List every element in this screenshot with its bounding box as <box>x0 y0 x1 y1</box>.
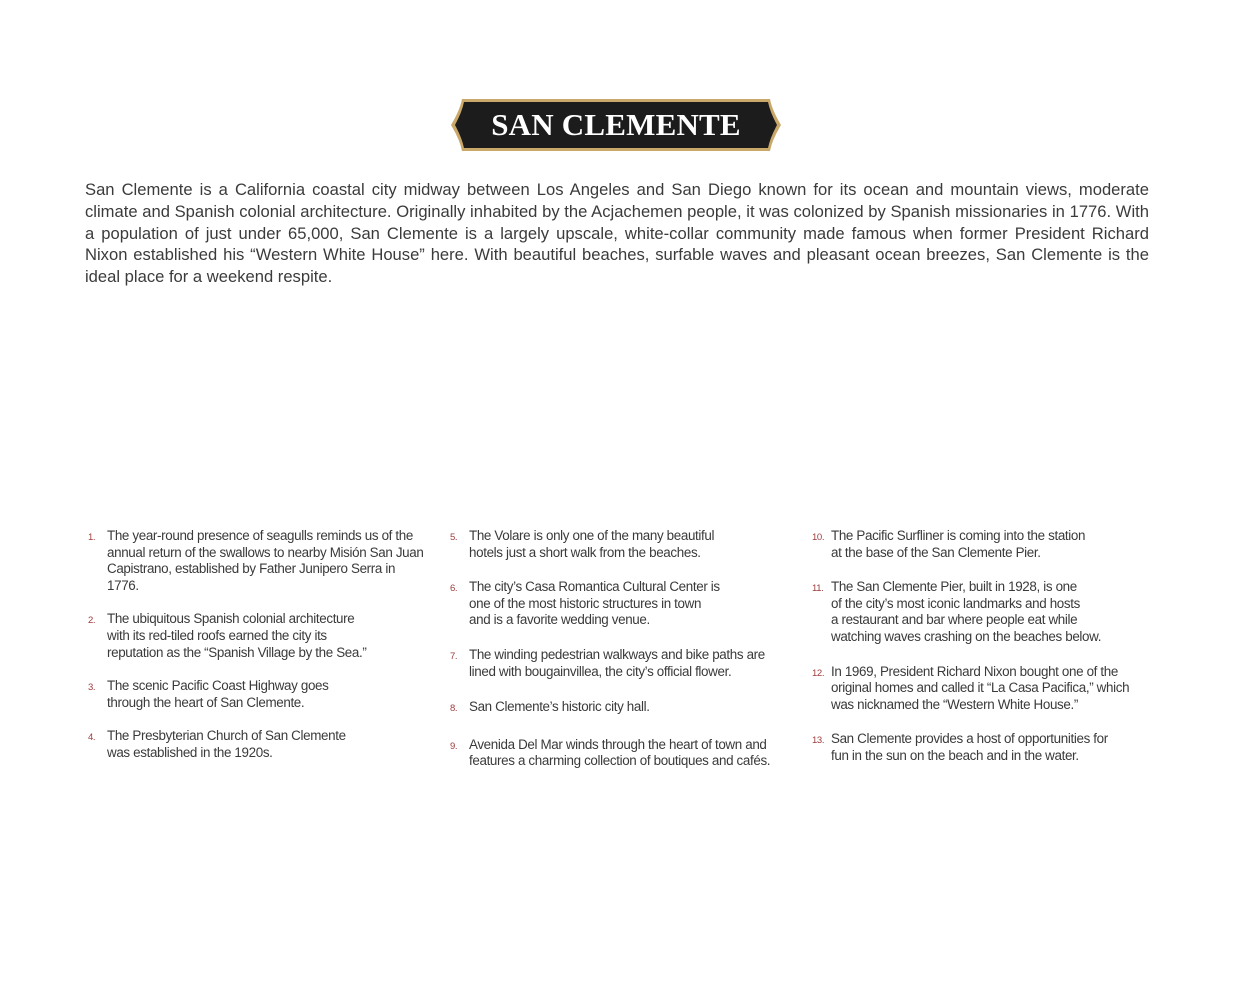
fact-text: The year-round presence of seagulls reminds us of the annual return of the swallows to nearby Misión San Juan Capistrano, established by Father Junipero Serra in 1776. <box>107 528 424 593</box>
intro-paragraph: San Clemente is a California coastal city midway between Los Angeles and San Diego known for its ocean and mountain views, moderate climate and Spanish colonial architecture. Originally inhabited by the Acjachemen people, it was colonized by Spanish missionaries in 1776. With a population of just under 65,000, San Clemente is a largely upscale, white-collar community made famous when former President Richard Nixon established his “Western White House” here. With beautiful beaches, surfable waves and pleasant ocean breezes, San Clemente is the ideal place for a weekend respite. <box>85 180 1149 287</box>
fact-text: The winding pedestrian walkways and bike paths are lined with bougainvillea, the city’s official flower. <box>469 646 765 679</box>
fact-item <box>812 664 1142 714</box>
fact-text: In 1969, President Richard Nixon bought one of the original homes and called it “La Casa Pacifica,” which was nicknamed the “Western White House.” <box>831 663 1130 712</box>
fact-number: 7. <box>450 650 458 662</box>
fact-number: 1. <box>88 532 96 543</box>
fact-item <box>88 528 428 594</box>
fact-item <box>88 678 428 711</box>
facts-column-2 <box>450 528 780 770</box>
fact-item <box>88 728 428 761</box>
fact-text: The Presbyterian Church of San Clemente was established in the 1920s. <box>107 728 346 760</box>
fact-item <box>450 699 780 718</box>
fact-number: 11. <box>812 583 824 595</box>
fact-number: 2. <box>88 615 96 627</box>
fact-text: San Clemente provides a host of opportunities for fun in the sun on the beach and in the water. <box>831 731 1108 763</box>
fact-text: The Pacific Surfliner is coming into the station at the base of the San Clemente Pier. <box>831 528 1086 560</box>
fact-number: 6. <box>450 583 458 595</box>
fact-item <box>812 528 1142 561</box>
fact-item <box>812 731 1142 764</box>
fact-item <box>450 647 780 680</box>
facts-column-1 <box>88 528 428 762</box>
page-title: SAN CLEMENTE <box>491 107 741 142</box>
fact-item <box>450 737 780 770</box>
fact-number: 3. <box>88 682 96 694</box>
fact-number: 4. <box>88 732 96 744</box>
fact-text: The San Clemente Pier, built in 1928, is one of the city’s most iconic landmarks and hosts a restaurant and bar where people eat while watching waves crashing on the beaches below. <box>831 579 1102 644</box>
fact-text: The Volare is only one of the many beautiful hotels just a short walk from the beaches. <box>469 528 715 560</box>
fact-item <box>450 528 780 561</box>
fact-number: 13. <box>812 735 825 747</box>
fact-text: San Clemente’s historic city hall. <box>469 699 650 715</box>
fact-text: The ubiquitous Spanish colonial architecture with its red-tiled roofs earned the city its reputation as the “Spanish Village by the Sea.” <box>107 611 367 660</box>
fact-item <box>450 579 780 629</box>
fact-text: The scenic Pacific Coast Highway goes through the heart of San Clemente. <box>107 678 329 710</box>
fact-number: 5. <box>450 532 458 543</box>
fact-item <box>812 579 1142 645</box>
fact-text: Avenida Del Mar winds through the heart of town and features a charming collection of boutiques and cafés. <box>469 736 771 769</box>
fact-number: 9. <box>450 740 458 752</box>
fact-text: The city’s Casa Romantica Cultural Center is one of the most historic structures in town and is a favorite wedding venue. <box>469 579 720 628</box>
fact-number: 10. <box>812 532 825 543</box>
fact-number: 8. <box>450 703 458 715</box>
title-badge <box>450 98 782 152</box>
fact-item <box>88 611 428 661</box>
fact-number: 12. <box>812 667 825 679</box>
facts-column-3 <box>812 528 1142 765</box>
